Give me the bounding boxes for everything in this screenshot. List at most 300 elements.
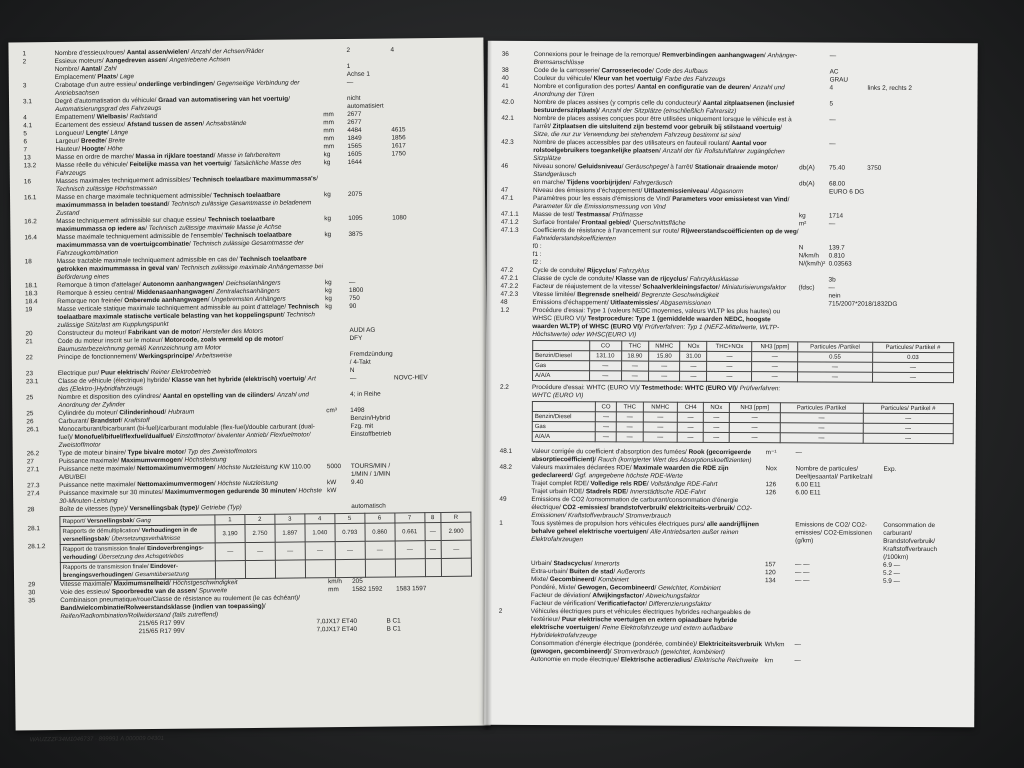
field-label: Trajet complet RDE/ Volledige rels RDE/ Vollständige RDE-Fahrt	[531, 479, 718, 488]
field-value-2	[393, 286, 475, 287]
field-number: 42.3	[501, 138, 514, 146]
field-value-2	[395, 502, 477, 503]
field-number: 2	[22, 58, 27, 66]
field-label: Code du moteur inscrit sur le moteur/ Motorcode, zoals vermeld op de motor/ Baumusterbezeichnung gemäß Kennzeichnung am Motor	[57, 335, 284, 354]
field-number: 47.2	[500, 266, 514, 274]
field-value: 75.40	[829, 164, 846, 172]
field-value-2	[867, 141, 963, 142]
field-value: — —	[795, 561, 810, 569]
field-label: Vitesse maximale/ Maximumsnelheid/ Höchstgeschwindigkeit	[60, 579, 238, 588]
table-header-cell: NMHC	[643, 402, 678, 412]
gear-col: 8	[424, 513, 441, 523]
table-cell: —	[780, 413, 863, 423]
field-number: 42.0	[501, 98, 514, 106]
table-cell: —	[648, 361, 679, 371]
field-value-2	[867, 181, 963, 182]
field-label: Boîte de vitesses (type)/ Versnellingsbak (type)/ Getriebe (Typ)	[59, 504, 242, 513]
field-number: 30	[28, 589, 36, 597]
field-number: 38	[501, 66, 509, 74]
field-label: Electrique pur/ Puur elektrisch/ Reiner Elektrobetrieb	[57, 368, 211, 378]
table-cell: —	[680, 361, 707, 371]
field-number: 42.1	[501, 114, 514, 122]
field-value-2: 4	[390, 46, 395, 54]
field-unit: 126	[765, 481, 777, 489]
field-number: 4.1	[23, 122, 33, 130]
field-number: 3.1	[22, 98, 32, 106]
field-value: Emissions de CO2/ CO2-emissies/ CO2-Emissionen (g/km)	[795, 521, 872, 545]
field-value-2	[868, 77, 964, 78]
field-value: 2	[346, 46, 351, 54]
field-unit: kg	[323, 191, 331, 199]
field-value: 139.7	[828, 244, 845, 252]
gear-col: 3	[275, 514, 305, 524]
page-fold	[482, 40, 492, 730]
field-number: 1	[22, 50, 27, 58]
field-number: 16.1	[24, 194, 37, 202]
field-value-2: 1617	[391, 142, 406, 150]
ratio-value: 0.860	[365, 523, 395, 541]
field-value: automatisch	[351, 502, 386, 510]
table-cell: —	[678, 422, 704, 432]
table-cell: —	[707, 371, 752, 381]
field-label: Niveau des émissions d'échappement/ Uitlaatemissieniveau/ Abgasnorm	[532, 186, 744, 196]
field-value-2	[394, 350, 476, 351]
table-cell: 0.03	[872, 352, 953, 362]
field-value: 68.00	[829, 180, 846, 188]
field-value: TOURS/MIN / 1/MIN / 1/MIN	[350, 462, 391, 478]
field-label: Puissance maximale sur 30 minutes/ Maximumvermogen gedurende 30 minuten/ Höchste 30-Minuten-Leistung	[59, 487, 323, 505]
field-value-2	[867, 189, 963, 190]
gearbox-header-label: Rapport/ Versnellingsbak/ Gang	[60, 515, 215, 527]
table-cell: —	[621, 361, 648, 371]
field-number: 26.1	[26, 426, 39, 434]
field-label: f2 :	[532, 258, 542, 267]
table-header-cell: Particules/ Partikel #	[872, 342, 953, 352]
field-value-2: 1856	[391, 134, 406, 142]
field-value-2: 5.2 —	[882, 569, 901, 577]
table-cell: 18.90	[621, 351, 648, 361]
field-value-2	[396, 593, 478, 594]
spec-row	[499, 656, 961, 666]
table-header-cell: NOx	[703, 402, 729, 412]
field-value: 6.00 E11	[795, 481, 821, 489]
table-cell: Gas	[532, 421, 595, 431]
tyre-class: B C1	[386, 625, 401, 633]
field-number: 35	[28, 597, 36, 605]
field-number: 26	[26, 418, 34, 426]
field-unit: kg	[324, 231, 332, 239]
field-label: f1 :	[532, 250, 542, 259]
ratio-value: 2.750	[245, 524, 275, 542]
field-label: Classe de cycle de conduite/ Klasse van de rijcyclus/ Fahrzyklusklasse	[532, 274, 739, 284]
field-value: Nombre de particules/ Deeltjesaantal/ Partikelzahl	[795, 465, 873, 481]
field-label: Emplacement/ Plaats/ Lage	[54, 73, 135, 82]
field-number: 27.4	[27, 490, 40, 498]
field-value-2	[866, 309, 962, 310]
field-value-2	[395, 462, 477, 463]
table-cell: —	[617, 422, 643, 432]
table-cell: —	[595, 422, 616, 432]
field-value-2	[867, 261, 963, 262]
field-number: 49	[499, 495, 507, 503]
field-label: Longueur/ Lengte/ Länge	[55, 129, 129, 138]
table-cell: 15.80	[648, 351, 679, 361]
field-label: Largeur/ Breedte/ Breite	[55, 137, 126, 146]
field-unit: km/h	[328, 578, 342, 586]
field-label: Facteur de réajustement de la vitesse/ Schaalverkleiningsfactor/ Miniaturisierungsfaktor	[532, 282, 787, 292]
field-value: —	[829, 116, 836, 124]
field-number: 16	[23, 178, 32, 186]
field-number: 18.1	[24, 282, 38, 290]
field-value: — —	[794, 569, 810, 577]
field-value-2	[867, 253, 963, 254]
field-label: Procédure d'essai: WHTC (EURO VI)/ Testmethode: WHTC (EURO VI)/ Prüfverfahren: WHTC (EURO VI)	[531, 383, 781, 400]
field-value-2	[394, 422, 476, 423]
field-value-2	[867, 269, 963, 270]
field-value-2: Exp.	[883, 465, 897, 473]
field-label: Masse réelle du véhicule/ Feitelijke massa van het voertuig/ Tatsächliche Masse des Fahrzeugs	[55, 159, 302, 178]
table-cell: —	[595, 412, 616, 422]
field-unit: kg	[324, 215, 332, 223]
gear-col: 5	[335, 513, 365, 523]
field-label: Consommation d'énergie électrique (pondérée, combinée)/ Elektriciteitsverbruik (gewogen, gecombineerd)/ Stromverbrauch (gewichtet, kombiniert)	[530, 639, 763, 656]
field-value-2	[395, 446, 477, 447]
field-label: Surface frontale/ Frontaal gebied/ Querschnittsfläche	[532, 218, 686, 227]
table-row	[533, 370, 954, 382]
field-label: Trajet urbain RDE/ Stadrels RDE/ Innerstädtische RDE-Fahrt	[531, 487, 706, 496]
field-label: Extra-urbain/ Buiten de stad/ Außerorts	[530, 567, 646, 576]
field-value-2	[394, 414, 476, 415]
field-number: 40	[501, 74, 509, 82]
field-unit: mm	[323, 127, 335, 135]
table-cell: —	[752, 372, 798, 382]
field-value: 9.40	[350, 478, 364, 486]
ratio-label: Rapports de démultiplication/ Verhoudingen in de versnellingsbak/ Übersetzungsverhältnisse	[60, 525, 215, 545]
spec-row	[501, 115, 963, 141]
field-label: Remorque à timon d'attelage/ Autonomn aanhangwagen/ Deichselanhängers	[56, 279, 281, 290]
field-value-2	[392, 158, 474, 159]
field-unit: kg	[323, 151, 331, 159]
field-unit: 120	[764, 569, 776, 577]
field-value: —	[794, 657, 801, 665]
field-label: Niveau sonore/ Geluidsniveau/ Geräuschpegel à l'arrêt/ Stationair draaiende motor/ Standgeräusch	[533, 162, 779, 179]
field-number: 3	[22, 82, 27, 90]
spec-row	[499, 608, 961, 642]
total-ratio-label: Rapports de transmission finale/ Eindover-brengingsverhoudingen/ Gesamtübersetzung	[60, 561, 215, 581]
field-value-2: NOVC-HEV	[393, 374, 428, 382]
field-unit: kg	[798, 212, 806, 220]
field-label: Nombre et disposition des cylindres/ Aantal en opstelling van de cilinders/ Anzahl und Anordnung der Zylinder	[58, 391, 309, 410]
field-label: Masse techniquement admissible sur chaque essieu/ Technisch toelaatbare maximummassa op iedere as/ Technisch zulässige maximale Masse je Achse	[56, 215, 282, 234]
gearbox-table: Rapport/ Versnellingsbak/ Gang 1 2 3 4 5 6 7 8 R Rapports de démultiplication/ Verhoudingen in de versnellingsbak/ Übersetzungsverhältnisse 3.190 2.750 1.897 1.040 0.793 0.860 0.661 — 2.900 Rapport de transmission finale/ Eindoverbrengings-verhouding/ Übersetzung des Achsgetriebes — — — — — — — — — Rapports de transmission finale/ Eindover-brengingsverhoudingen/ Gesamtübersetzung	[59, 512, 472, 581]
field-label: Masses maximales techniquement admissibles/ Technisch toelaatbare maximummassa's/ Technisch zulässige Höchstmassen	[55, 175, 319, 194]
field-label: Degré d'automatisation du véhicule/ Graad van automatisering van het voertuig/ Automatisierungsgrad des Fahrzeugs	[54, 95, 291, 114]
table-cell: —	[707, 361, 752, 371]
field-unit: db(A)	[799, 180, 815, 188]
field-value-2	[391, 54, 473, 55]
field-label: Coefficients de résistance à l'avancement sur route/ Rijweerstandscoëfficienten op de weg/ Fahrwiderstandskoeffizienten	[532, 226, 799, 243]
field-unit: 157	[765, 561, 776, 569]
field-label: Emissions d'échappement/ Uitlaatemissies/ Abgasemissionen	[532, 298, 711, 307]
field-value-2	[391, 110, 473, 111]
field-value: AUDI AG	[349, 326, 376, 334]
field-unit: kg	[324, 279, 332, 287]
field-value-2	[392, 230, 474, 231]
field-label: Masse maximale techniquement admissible de l'ensemble/ Technisch toelaatbare maximummassa van de voertuigcombinatie/ Technisch zulässige Gesamtmasse der Fahrzeugkombination	[56, 231, 304, 258]
table-header-cell: CO	[589, 341, 621, 351]
table-cell: —	[752, 362, 798, 372]
table-cell: A/A/A	[533, 370, 590, 380]
field-label: Monocarburant/bicarburant (bi-fuel)/carburant modulable (flex-fuel)/double carburant (dual-fuel)/ Monofuel/bifuel/flexfuel/dualfuel/ Einstoffmotor/ bivalenter Antrieb/ Flexfuelmotor/ Zweistoffmotor	[58, 423, 315, 450]
field-label: f0 :	[532, 242, 542, 251]
table-cell: —	[703, 422, 729, 432]
field-value: Fzg. mit Einstoffbetrieb	[350, 422, 392, 438]
table-cell: —	[780, 433, 863, 443]
field-label: Valeur corrigée du coefficient d'absorption des fumées/ Rook (gecorrigeerde absorptiecoëfficient)/ Rauch (korrigierter Wert des Absorptionskoeffizienten)	[531, 447, 752, 465]
field-label: Masse en ordre de marche/ Massa in rijklare toestand/ Masse in fahrbereitem	[55, 151, 281, 162]
table-header-cell	[532, 401, 595, 411]
field-value: 3b	[828, 276, 836, 284]
table-header-cell: Particules /Partikel	[780, 403, 863, 413]
field-unit: 5000	[326, 463, 342, 471]
ratio-value: 1.897	[275, 524, 305, 542]
field-label: Pondéré, Mixte/ Gewogen, Gecombineerd/ Gewichtet, Kombiniert	[530, 583, 721, 592]
field-value-2	[395, 478, 477, 479]
field-value-2	[867, 101, 963, 102]
field-number: 48.2	[499, 463, 513, 471]
field-value: 1714	[828, 212, 844, 220]
field-value: Benzin/Hybrid	[350, 414, 391, 422]
field-label: Type de moteur binaire/ Type bivalre motor/ Typ des Zweistoffmotors	[58, 447, 258, 458]
field-value: 0.810	[828, 252, 845, 260]
field-value: nein	[828, 292, 841, 300]
field-value-2: 4615	[391, 126, 406, 134]
field-label: Principe de fonctionnement/ Werkingsprincipe/ Arbeitsweise	[57, 352, 233, 362]
field-label: Facteur de vérification/ Verificatiefactor/ Differenzierungsfaktor	[530, 599, 712, 608]
table-header-cell: NH3 [ppm]	[752, 342, 798, 352]
field-value: —	[829, 52, 837, 60]
field-value-2	[393, 326, 475, 327]
table-cell: —	[678, 432, 704, 442]
field-number: 27	[26, 458, 34, 466]
field-label: Masse tractable maximale techniquement admissible en cas de/ Technisch toelaatbare getrokken maximummassa in geval van/ Technisch zulässige maximale Anhängemasse bei Beförderung eines	[56, 255, 324, 282]
field-number: 2.2	[499, 383, 509, 391]
field-unit: cm³	[326, 407, 337, 415]
field-unit: kg	[323, 159, 331, 167]
right-page-content	[499, 51, 964, 666]
field-value: — —	[794, 577, 810, 585]
field-value-2	[868, 69, 964, 70]
ratio-value: 1.040	[305, 524, 335, 542]
table-cell: —	[589, 371, 621, 381]
field-value-2	[866, 293, 962, 294]
field-value-2	[395, 486, 477, 487]
field-number: 1.2	[500, 306, 510, 314]
field-label: Puissance nette maximale/ Nettomaximumvermogen/ Höchste Nutzleistung	[59, 479, 278, 489]
field-value: 1095	[348, 214, 363, 222]
table-header-cell: THC	[621, 341, 648, 351]
field-value-2	[867, 285, 963, 286]
field-unit: kW	[327, 479, 337, 487]
ratio-value: 2.900	[441, 522, 471, 540]
emissions-table-1-wrap	[532, 340, 962, 383]
table-cell: —	[863, 433, 953, 443]
field-label: Cylindrée du moteur/ Cilinderinhoud/ Hubraum	[58, 408, 195, 418]
field-value: 4484	[347, 126, 362, 134]
field-value-2: links 2, rechts 2	[867, 84, 912, 92]
field-number: 46	[501, 162, 509, 170]
field-label: Combinaison pneumatique/roue/Classe de résistance au roulement (le cas échéant)/ Band/wielcombinatie/Rolweerstandsklasse (indien van toepassing)/ Reifen/Radkombination/Rollwiderstand (falls zutreffend)	[60, 594, 301, 620]
field-number: 47	[500, 186, 509, 194]
tyre-size: 215/65 R17 99V	[138, 619, 185, 628]
field-value-2	[394, 366, 476, 367]
field-label: Véhicules électriques purs et véhicules électriques hybrides rechargeables de l'extérieur/ Puur elektrische voertuigen en extern opiaadbare hybride elektrische voertuigen/ Reine Elektrofahrzeuge und extern aufladbare Hybridelektrofahrzeuge	[530, 607, 751, 640]
field-label: Nombre et configuration des portes/ Aantal en configuratie van de deuren/ Anzahl und Anordnung der Türen	[533, 82, 785, 99]
table-header-cell: CH4	[678, 402, 704, 412]
field-value: 1582 1592	[352, 585, 383, 593]
field-unit: m⁻¹	[765, 449, 777, 457]
field-value: —	[829, 140, 836, 148]
field-unit: kW	[327, 487, 337, 495]
field-number: 47.2.3	[500, 290, 519, 298]
table-header-cell: THC	[617, 402, 643, 412]
field-number: 23.1	[25, 378, 39, 386]
field-value: 1565	[347, 142, 362, 150]
table-cell: —	[729, 412, 780, 422]
gearbox-numbers: 28.1 28.1.2	[27, 525, 46, 551]
field-number: 20	[25, 330, 33, 338]
field-value-2: 3750	[867, 164, 882, 172]
field-value: 1849	[347, 134, 362, 142]
field-unit: Wh/km	[764, 641, 785, 649]
table-cell: —	[643, 422, 678, 432]
field-value: —	[349, 374, 357, 382]
field-number: 47.1.2	[500, 218, 519, 226]
field-label: Masse verticale statique maximale techniquement admissible au point d'attelage/ Technisch toelaatbare maximale statische verticale belasting van het koppelingspunt/ Technisch zulässige Stützlast am Kupplungspunkt	[57, 303, 320, 330]
table-cell: —	[643, 432, 678, 442]
table-cell: —	[703, 432, 729, 442]
field-value-2	[867, 221, 963, 222]
gear-col: 6	[365, 513, 395, 523]
document-page-right	[484, 41, 978, 728]
table-cell: Benzin/Diesel	[532, 411, 595, 421]
table-cell: —	[678, 412, 704, 422]
field-label: Couleur du véhicule/ Kleur van het voertuig/ Farbe des Fahrzeugs	[533, 74, 726, 83]
table-header-cell	[533, 340, 590, 350]
tyre-class: B C1	[386, 617, 401, 625]
field-value: —	[828, 220, 836, 228]
table-cell: A/A/A	[532, 431, 595, 441]
field-value-2	[394, 406, 476, 407]
field-unit: kg	[324, 287, 332, 295]
field-value: 0.03563	[828, 260, 852, 268]
field-label: Classe de véhicule (électrique) hybride/ Klasse van het hybride (elektrisch) voertuig/ Art des (Elektro-)Hybridfahrzeugs	[57, 375, 316, 394]
field-number: 19	[25, 306, 33, 314]
field-value-2	[867, 245, 963, 246]
field-label: Nombre de places assises (y compris celle du conducteur)/ Aantal zitplaatsenen (inclusief bestuurderszitplaats)/ Anzahl der Sitzplätze (einschließlich Fahrersitz)	[533, 98, 795, 116]
field-number: 47.1.1	[500, 210, 519, 218]
field-value: 750	[349, 294, 360, 302]
field-value: —	[828, 284, 835, 292]
table-cell: 0.55	[798, 352, 873, 362]
field-value: —	[795, 449, 803, 457]
field-value-2	[867, 197, 963, 198]
spec-row	[500, 384, 962, 402]
field-value-2	[867, 213, 963, 214]
table-header-cell: Particules/ Partikel #	[863, 403, 953, 413]
table-cell: —	[680, 371, 707, 381]
field-value: 1	[346, 62, 351, 70]
field-value-2	[393, 254, 475, 255]
field-label: Nombre d'essieux/roues/ Aantal assen/wielen/ Anzahl der Achsen/Räder	[54, 47, 264, 58]
field-value-2	[391, 78, 473, 79]
table-header-cell: THC+NOx	[707, 341, 752, 351]
field-value: N	[349, 366, 355, 374]
field-value: 715/2007*2018/1832DG	[828, 300, 898, 308]
field-label: Remorque à essieu central/ Middenasaanhangwagen/ Zentralachsanhängers	[57, 287, 280, 298]
field-label: Valeurs maximales déclarées RDE/ Maximale waarden die RDE zijn gedeclareerd/ Ggf. angegebene höchste RDE-Werte	[531, 463, 729, 480]
field-label: Nombre/ Aantal/ Zahl	[54, 65, 117, 74]
field-value: —	[794, 641, 802, 649]
field-unit: m²	[798, 220, 807, 228]
field-number: 28	[27, 506, 35, 514]
table-cell: —	[780, 423, 863, 433]
field-label: Mixte/ Gecombineerd/ Kombiniert	[530, 575, 629, 584]
field-label: Vitesse limitée/ Begrensde snelheid/ Begrenzte Geschwindigkeit	[532, 290, 719, 299]
field-number: 22	[25, 354, 33, 362]
emissions-table-whtc	[532, 401, 954, 444]
field-unit: N/(km/h)²	[798, 260, 826, 268]
table-cell: —	[863, 413, 953, 423]
field-unit: (fdsc)	[798, 284, 815, 292]
table-cell: —	[621, 371, 648, 381]
field-label: Procédure d'essai: Type 1 (valeurs NEDC moyennes, valeurs WLTP les plus hautes) ou WHSC (EURO VI)/ Testprocedure: Type 1 (gemiddelde waarden NEDC, hoogste waarden WLTP) of WHSC (EURO VI)/ Prüfverfahren: Typ 1 (NEFZ-Mittelwerte, WLTP-Höchstwerte) oder WHSC(EURO VI)	[532, 306, 781, 339]
field-label: Cycle de conduite/ Rijcyclus/ Fahrzyklus	[532, 266, 650, 275]
field-number: 16.2	[24, 218, 37, 226]
field-unit: 126	[765, 489, 777, 497]
table-cell: —	[863, 423, 953, 433]
field-unit: mm	[323, 135, 335, 143]
field-unit: mm	[323, 119, 334, 127]
field-value: 4	[829, 84, 834, 92]
field-number: 18.3	[25, 290, 38, 298]
field-value-2	[393, 294, 475, 295]
field-value-2	[393, 334, 475, 335]
field-value: 2677	[347, 110, 362, 118]
field-value: AC	[829, 68, 839, 76]
field-unit: Nox	[765, 465, 777, 473]
field-value: 90	[349, 302, 357, 310]
emissions-table-type1	[532, 340, 954, 383]
spec-row	[499, 496, 961, 522]
field-unit: N	[798, 244, 804, 252]
table-cell: —	[707, 351, 752, 361]
vin-footer: WAUZZZF34M1046737 · 899991 A 000009 04301	[29, 735, 164, 744]
field-number: 18	[24, 258, 32, 266]
field-value-2	[395, 454, 477, 455]
field-number: 21	[25, 338, 33, 346]
field-value-2: 1080	[392, 214, 407, 222]
gear-col: 7	[394, 513, 424, 523]
field-number: 47.2.2	[500, 282, 519, 290]
table-cell: —	[703, 412, 729, 422]
field-unit: mm	[323, 111, 334, 119]
field-number: 13	[23, 154, 31, 162]
field-value: 205	[352, 577, 363, 585]
field-label: Emissions de CO2 /consommation de carburant/consommation d'énergie électrique/ CO2 -emissies/ brandstofverbruik/ elektriciteits-verbruik/ CO2-Emissionen/ Kraftstoffverbrauch/ Stromverbrauch	[531, 495, 752, 520]
field-label: Facteur de déviation/ Afwijkingsfactor/ Abweichungsfaktor	[530, 591, 700, 600]
field-number: 25	[26, 394, 34, 402]
